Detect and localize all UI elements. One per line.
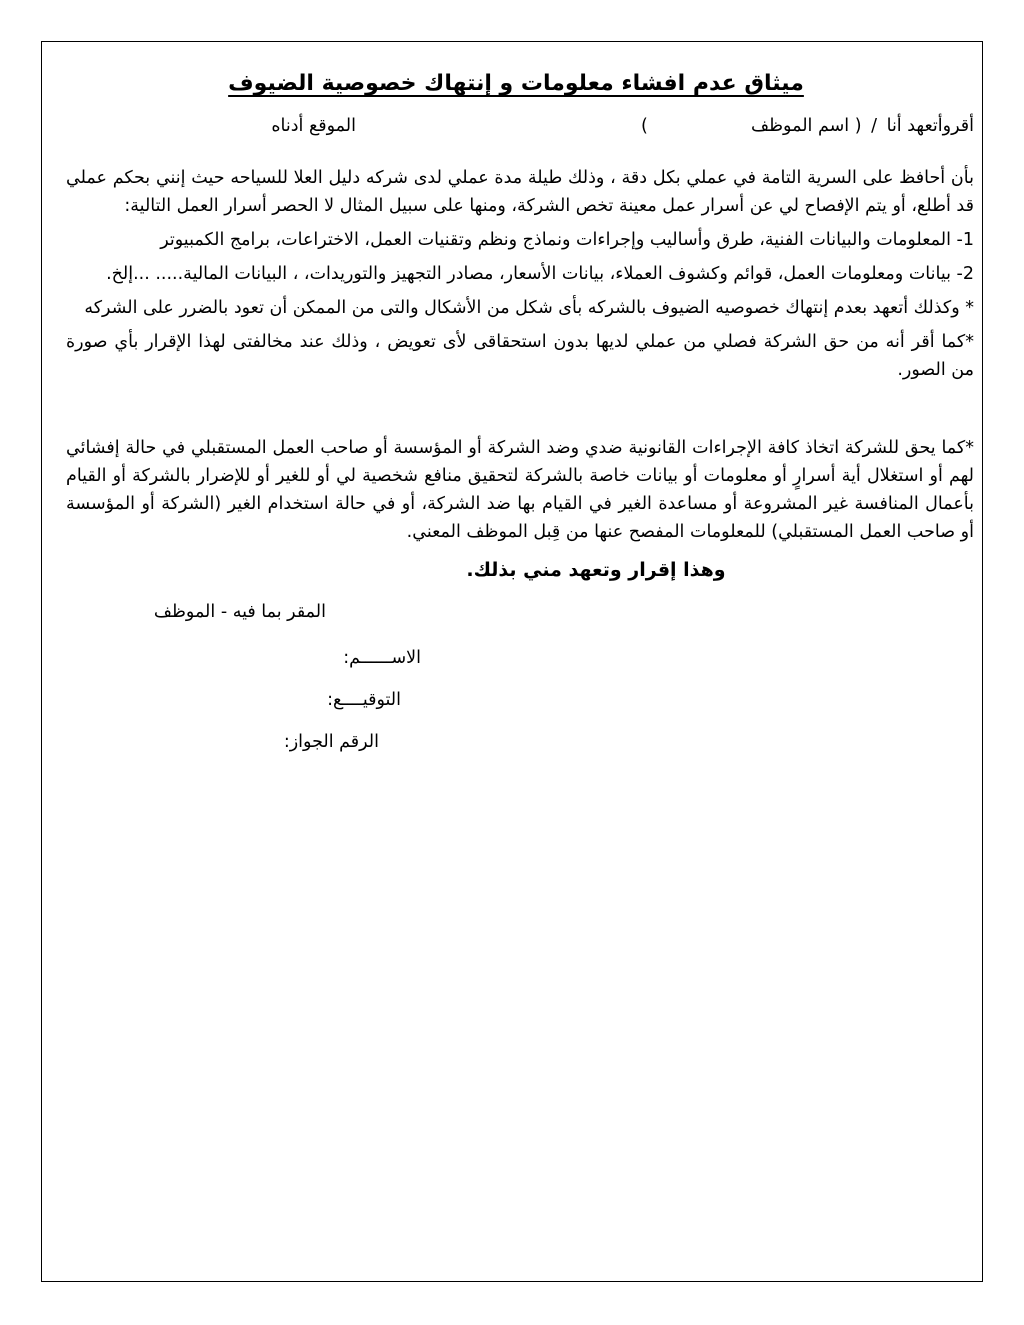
paragraph-termination: *كما أقر أنه من حق الشركة فصلي من عملي لديها بدون استحقاقى لأى تعويض ، وذلك عند مخالفتى لهذا الإقرار بأي صورة من الصور.: [66, 332, 974, 380]
document-body: [66, 70, 976, 770]
acknowledger-label: المقر بما فيه - الموظف: [153, 602, 326, 622]
signed-below-label: الموقع أدناه: [271, 116, 356, 136]
pledge-paren-open: (: [854, 116, 862, 136]
paragraph-item-technical: 1- المعلومات والبيانات الفنية، طرق وأساليب وإجراءات ونماذج ونظم وتقنيات العمل، الاختراعات، برامج الكمبيوتر: [160, 230, 974, 250]
pledge-separator: /: [871, 116, 878, 136]
pledge-line: [66, 112, 976, 142]
signature-field-passport: الرقم الجواز:: [283, 732, 379, 752]
paragraph-item-business: 2- بيانات ومعلومات العمل، قوائم وكشوف العملاء، بيانات الأسعار، مصادر التجهيز والتوريدات، ، البيانات المالية..... ...إلخ.: [106, 264, 974, 284]
document-title: ميثاق عدم افشاء معلومات و إنتهاك خصوصية الضيوف: [228, 71, 804, 96]
declaration-statement: وهذا إقرار وتعهد مني بذلك.: [466, 559, 726, 581]
pledge-intro: أقروأتعهد أنا: [886, 116, 974, 136]
paragraph-legal-action: *كما يحق للشركة اتخاذ كافة الإجراءات القانونية ضدي وضد الشركة أو المؤسسة أو صاحب العمل المستقبلي في حالة إفشائي لهم أو استغلال أية أسرارٍ أو معلومات أو بيانات خاصة بالشركة لتحقيق منافع شخصية لي أو للغير أو للإضرار بالشركة أو القيام بأعمال المنافسة غير المشروعة أو مساعدة الغير في القيام بها ضد الشركة، أو في حالة استخدام الغير (الشركة أو المؤسسة أو صاحب العمل المستقبلي) للمعلومات المفصح عنها من قِبل الموظف المعني.: [66, 438, 974, 542]
pledge-paren-close: ): [641, 116, 648, 136]
signature-field-signature: التوقيــــع:: [327, 690, 401, 710]
signature-field-name: الاســــــم:: [343, 648, 421, 668]
paragraph-confidentiality: بأن أحافظ على السرية التامة في عملي بكل دقة ، وذلك طيلة مدة عملي لدى شركه دليل العلا للسياحه حيث إنني بحكم عملي قد أطلع، أو يتم الإفصاح لي عن أسرار عمل معينة تخص الشركة، ومنها على سبيل المثال لا الحصر أسرار العمل التالية:: [66, 168, 974, 216]
employee-name-label: اسم الموظف: [751, 116, 850, 136]
paragraph-guest-privacy: * وكذلك أتعهد بعدم إنتهاك خصوصيه الضيوف بالشركه بأى شكل من الأشكال والتى من الممكن أن تعود بالضرر على الشركه: [84, 298, 974, 318]
pledge-statement: [641, 112, 974, 140]
